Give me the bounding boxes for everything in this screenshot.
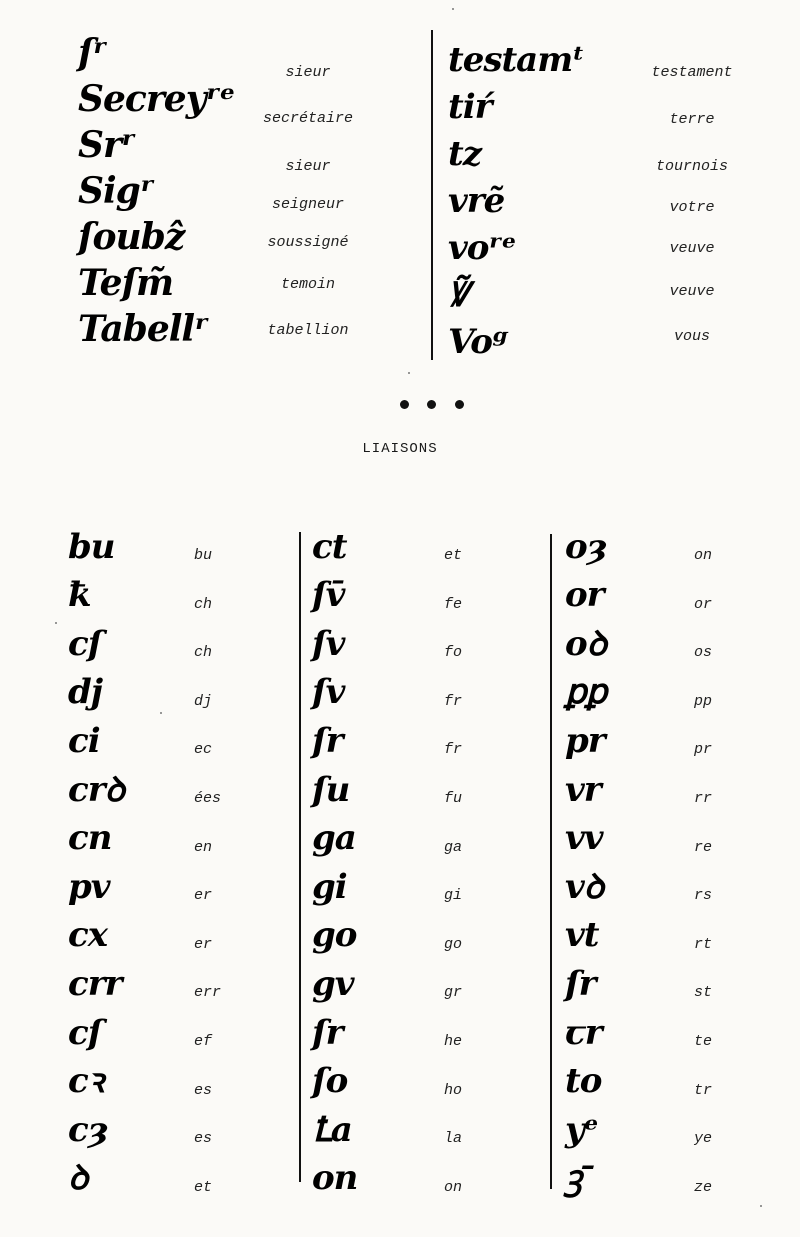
script-form: testamᵗ [448,39,584,80]
gloss-label: re [694,838,713,856]
gloss-label: ho [444,1081,463,1099]
script-form: ꝺ [68,1158,88,1199]
gloss-label: ées [194,790,222,807]
script-form: vr [565,769,601,810]
script-form: vrẽ [448,180,505,221]
gloss-label: fe [444,595,463,613]
gloss-label: ch [194,644,213,662]
script-form: ga [312,818,356,859]
gloss-label: et [444,547,463,564]
gloss-label: rs [694,887,713,905]
script-form: or [565,575,604,616]
gloss-label: votre [669,199,715,216]
liaisons-divider-1 [299,532,301,1182]
paper-speck [408,372,410,374]
script-form: Teſm̃ [78,262,174,304]
gloss-label: st [694,984,713,1002]
script-form: ct [312,526,347,567]
gloss-label: veuve [669,240,715,257]
gloss-label: ef [194,1033,213,1050]
gloss-label: la [444,1130,463,1148]
script-form: dj [68,672,103,713]
script-form: Ꝉa [312,1109,352,1150]
script-form: vt [565,915,599,956]
gloss-label: temoin [280,276,336,293]
script-form: Srʳ [78,124,135,166]
script-form: pv [68,866,110,907]
script-form: ꝁ [68,575,91,616]
liaisons-divider-2 [550,534,552,1189]
script-form: oꝺ [565,623,607,664]
gloss-label: on [444,1178,463,1196]
script-form: cꝛ [68,1061,103,1102]
gloss-label: et [194,1178,213,1196]
gloss-label: soussigné [267,234,349,251]
script-form: vv [565,818,603,859]
script-form: Ꝟ̃ [448,274,468,315]
script-form: cȝ [68,1109,108,1150]
paper-speck [160,712,162,714]
script-form: crꝺ [68,769,124,810]
script-form: tiŕ [448,86,492,127]
gloss-label: he [444,1033,463,1050]
script-form: yᵉ [565,1109,598,1150]
separator-dot-3 [455,400,464,409]
script-form: go [312,915,357,956]
gloss-label: es [194,1081,213,1099]
gloss-label: tournois [655,158,729,175]
script-form: gv [312,963,354,1004]
gloss-label: er [194,935,213,953]
section-title: LIAISONS [362,441,438,457]
script-form: ſoubẑ [78,216,185,258]
gloss-label: rr [694,790,713,807]
script-form: ſʳ [78,32,107,74]
script-form: cx [68,915,107,956]
script-form: ſr [565,963,596,1004]
gloss-label: fr [444,741,463,759]
gloss-label: err [194,984,222,1002]
script-form: ſr [312,1012,343,1053]
script-form: voʳᵉ [448,227,516,268]
gloss-label: veuve [669,283,715,300]
gloss-label: en [194,838,213,856]
separator-dot-2 [427,400,436,409]
gloss-label: vous [673,328,711,345]
gloss-label: secrétaire [262,110,354,127]
gloss-label: ga [444,838,463,856]
script-form: pr [565,720,605,761]
separator-dot-1 [400,400,409,409]
script-form: to [565,1061,602,1102]
script-form: ꝑꝑ [565,672,607,713]
gloss-label: te [694,1033,713,1050]
gloss-label: ye [694,1130,713,1148]
gloss-label: bu [194,547,213,564]
gloss-label: pp [694,692,713,710]
paper-speck [452,8,454,10]
script-form: on [312,1158,358,1199]
script-form: Secreyʳᵉ [78,78,235,120]
script-form: tz [448,133,482,174]
script-form: oȝ [565,526,607,567]
gloss-label: ch [194,595,213,613]
gloss-label: er [194,887,213,905]
gloss-label: pr [694,741,713,759]
gloss-label: os [694,644,713,662]
script-form: Sigʳ [78,170,154,212]
gloss-label: es [194,1130,213,1148]
gloss-label: rt [694,935,713,953]
script-form: Tabellʳ [78,308,208,350]
paper-speck [55,622,57,624]
script-form: ſv [312,623,345,664]
gloss-label: tr [694,1081,713,1099]
script-form: vꝺ [565,866,604,907]
gloss-label: testament [651,64,733,81]
script-form: ſv̄ [312,575,345,616]
gloss-label: dj [194,692,213,710]
script-form: cſ [68,1012,102,1053]
gloss-label: seigneur [271,196,345,213]
gloss-label: fo [444,644,463,662]
script-form: bu [68,526,115,567]
gloss-label: gr [444,984,463,1002]
script-form: ſr [312,720,343,761]
gloss-label: go [444,935,463,953]
gloss-label: ze [694,1178,713,1196]
script-form: crr [68,963,122,1004]
gloss-label: on [694,547,713,564]
gloss-label: fr [444,692,463,710]
script-form: ci [68,720,100,761]
gloss-label: sieur [285,158,331,175]
script-form: ſv [312,672,345,713]
gloss-label: tabellion [267,322,349,339]
script-form: ꞇr [565,1012,602,1053]
abbreviations-divider [431,30,433,360]
script-form: Voᵍ [448,321,508,362]
script-form: cn [68,818,112,859]
script-form: cſ [68,623,102,664]
gloss-label: terre [669,111,715,128]
paper-speck [760,1205,762,1207]
script-form: ꝫ̄ [565,1158,582,1199]
script-form: gi [312,866,347,907]
gloss-label: fu [444,790,463,807]
gloss-label: ec [194,741,213,759]
script-form: ſu [312,769,350,810]
gloss-label: or [694,595,713,613]
script-form: ſo [312,1061,348,1102]
gloss-label: sieur [285,64,331,81]
gloss-label: gi [444,887,463,905]
